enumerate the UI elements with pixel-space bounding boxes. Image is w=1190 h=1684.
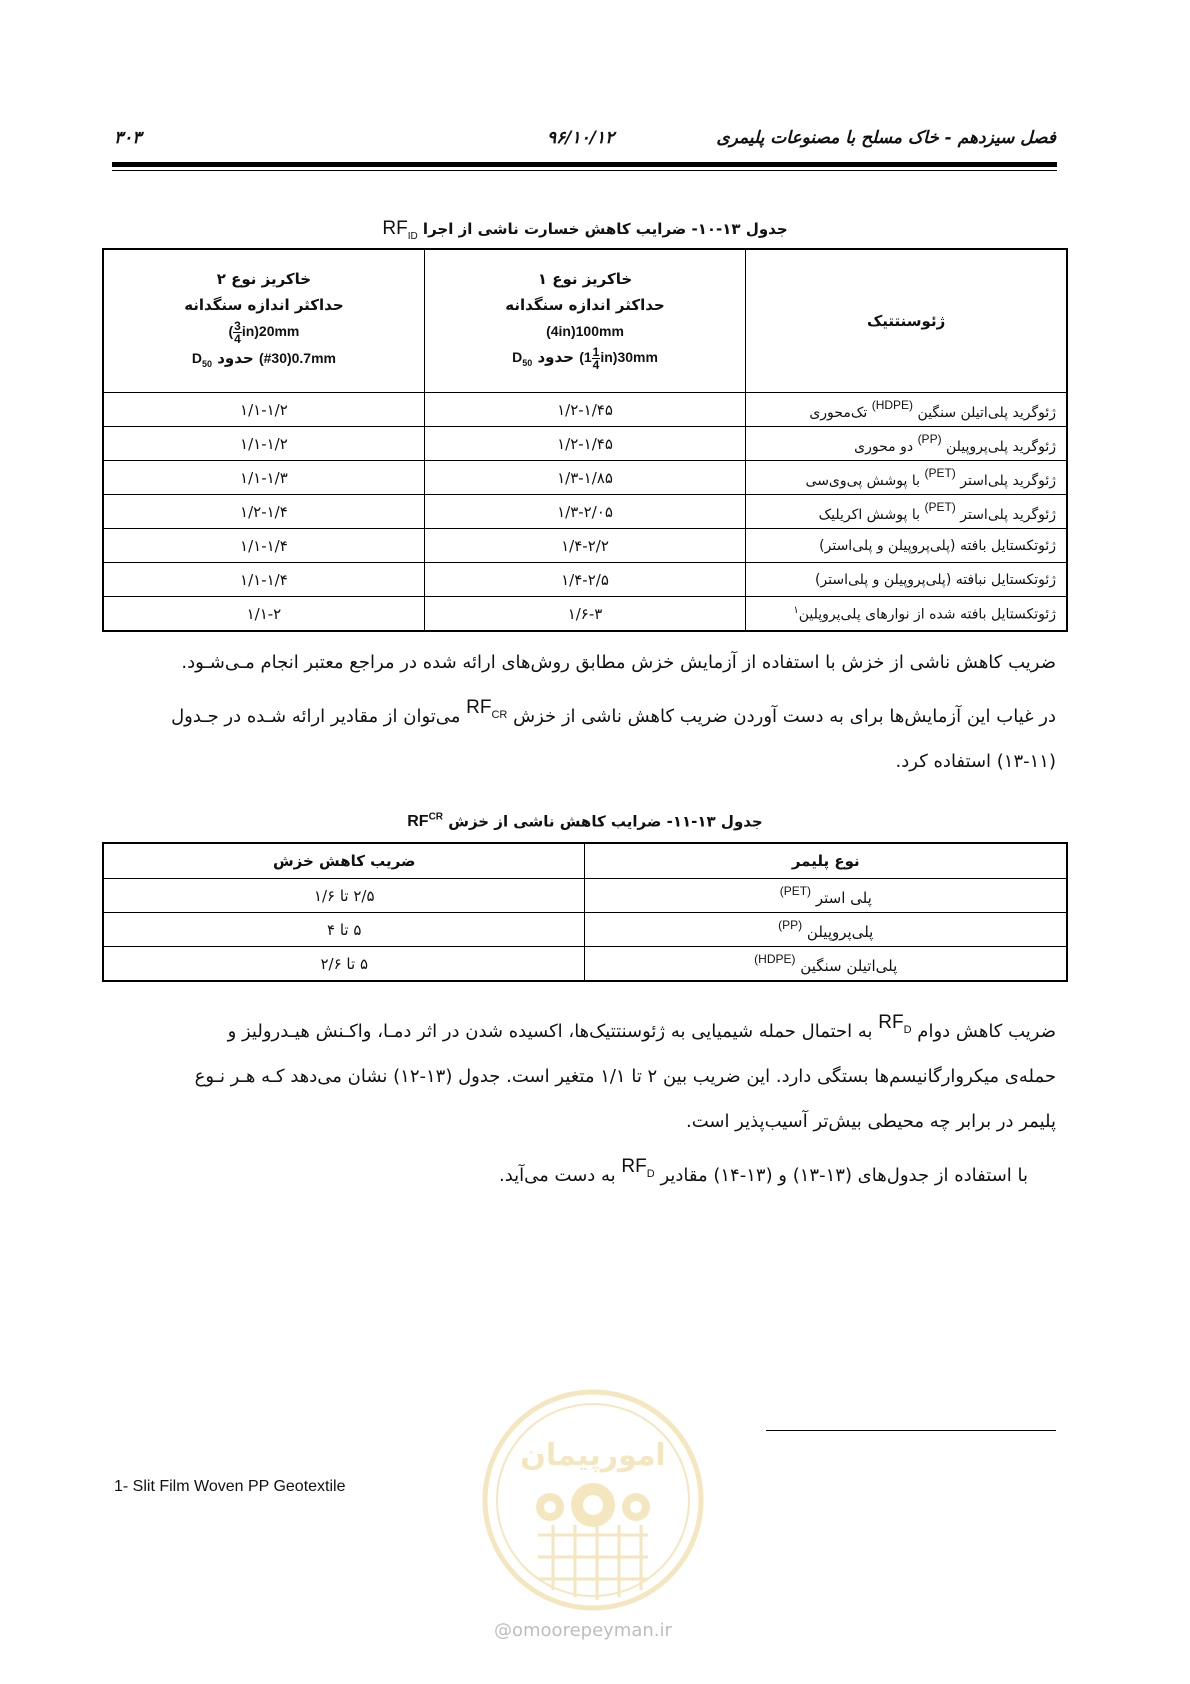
table1-row (103, 495, 1067, 529)
table1 (102, 248, 1068, 632)
table1-cell-type1: ۱/۲-۱/۴۵ (424, 427, 745, 461)
table1-cell-type1: ۱/۶-۳ (424, 597, 745, 632)
table2-cell-factor: ۵ تا ۲/۶ (103, 947, 585, 982)
table1-cell-type1: ۱/۳-۲/۰۵ (424, 495, 745, 529)
table1-header-row (103, 249, 1067, 393)
table1-header-type1: خاکریز نوع ۱ حداکثر اندازه سنگدانه (4in)100mm (1 $\frac{1}{4}$ in)30mm حدود $D_{50}$ (424, 249, 745, 393)
table1-row (103, 393, 1067, 427)
table1-cell-geosynthetic: ژئوگرید پلی‌استر (PET) با پوشش پی‌وی‌سی (746, 461, 1067, 495)
svg-text:امورپیمان: امورپیمان (520, 1438, 666, 1473)
table1-cell-geosynthetic: ژئوتکستایل بافته شده از نوارهای پلی‌پروپلین$^۱$ (746, 597, 1067, 632)
table2-header-row (103, 843, 1067, 879)
table2-cell-factor: ۵ تا ۴ (103, 913, 585, 947)
chapter-title: فصل سیزدهم - خاک مسلح با مصنوعات پلیمری (716, 128, 1056, 148)
table1-cell-geosynthetic: ژئوتکستایل نبافته (پلی‌پروپیلن و پلی‌استر) (746, 563, 1067, 597)
table2-header-polymer: نوع پلیمر (585, 843, 1067, 879)
table2-row (103, 879, 1067, 913)
header-rule-thick (112, 162, 1057, 167)
table1-row (103, 563, 1067, 597)
table1-cell-type2: ۱/۱-۱/۲ (103, 393, 424, 427)
table2-cell-factor: ۲/۵ تا ۱/۶ (103, 879, 585, 913)
paragraph-creep: ضریب کاهش ناشی از خزش با استفاده از آزمایش خزش مطابق روش‌های ارائه شده در مراجع معتبر انجام مـی‌شـود. در غیاب این آزمایش‌ها برای به دست آوردن ضریب کاهش ناشی از خزش $RF_{CR}$ می‌توان از مقادیر ارائه شـده در جـدول (۱۳-۱۱) استفاده کرد. (171, 652, 1056, 772)
table1-cell-type2: ۱/۱-۱/۴ (103, 529, 424, 563)
watermark-url: @omoorepeyman.ir (494, 1620, 672, 1641)
table2 (102, 842, 1068, 982)
table1-cell-geosynthetic: ژئوگرید پلی‌پروپیلن (PP) دو محوری (746, 427, 1067, 461)
watermark-logo-icon (478, 1385, 708, 1615)
table2-cell-polymer: پلی‌اتیلن سنگین $^{(HDPE)}$ (585, 947, 1067, 982)
table1-row (103, 597, 1067, 632)
table1-caption-text: جدول ۱۳-۱۰- ضرایب کاهش خسارت ناشی از اجرا (422, 220, 788, 238)
table1-header-geosynthetic: ژئوسنتتیک (746, 249, 1067, 393)
table1-cell-type2: ۱/۱-۲ (103, 597, 424, 632)
footnote: 1- Slit Film Woven PP Geotextile (114, 1478, 346, 1495)
footnote-ref: ۱ (793, 604, 799, 616)
table1-cell-geosynthetic: ژئوتکستایل بافته (پلی‌پروپیلن و پلی‌استر) (746, 529, 1067, 563)
table1-cell-type1: ۱/۴-۲/۵ (424, 563, 745, 597)
header-date: ۹۶/۱۰/۱۲ (547, 128, 615, 148)
table2-caption: جدول ۱۳-۱۱- ضرایب کاهش ناشی از خزش $RF^{CR}$ (407, 812, 763, 831)
table1-caption (102, 218, 1068, 242)
table2-cell-polymer: پلی‌پروپیلن $^{(PP)}$ (585, 913, 1067, 947)
header-rule-thin (112, 170, 1057, 171)
table2-header-factor: ضریب کاهش خزش (103, 843, 585, 879)
table1-row (103, 529, 1067, 563)
table1-cell-type2: ۱/۱-۱/۴ (103, 563, 424, 597)
table1-cell-type2: ۱/۱-۱/۲ (103, 427, 424, 461)
table1-cell-geosynthetic: ژئوگرید پلی‌اتیلن سنگین (HDPE) تک‌محوری (746, 393, 1067, 427)
table1-cell-type1: ۱/۳-۱/۸۵ (424, 461, 745, 495)
table1-header-type2: خاکریز نوع ۲ حداکثر اندازه سنگدانه ( $\frac{3}{4}$ in)20mm (#30)0.7mm حدود $D_{50}$ (103, 249, 424, 393)
table1-cell-type1: ۱/۴-۲/۲ (424, 529, 745, 563)
table2-cell-polymer: پلی استر $^{(PET)}$ (585, 879, 1067, 913)
table1-caption-symbol: $RF_{ID}$ (382, 218, 418, 242)
page-number: ۳۰۳ (114, 128, 142, 148)
table1-cell-type1: ۱/۲-۱/۴۵ (424, 393, 745, 427)
table1-row (103, 427, 1067, 461)
table2-row (103, 913, 1067, 947)
footnote-rule (766, 1430, 1056, 1431)
table2-row (103, 947, 1067, 982)
table1-cell-geosynthetic: ژئوگرید پلی‌استر (PET) با پوشش اکریلیک (746, 495, 1067, 529)
table1-row (103, 461, 1067, 495)
table1-cell-type2: ۱/۲-۱/۴ (103, 495, 424, 529)
paragraph-durability: ضریب کاهش دوام $RF_D$ به احتمال حمله شیمیایی به ژئوسنتتیک‌ها، اکسیده شدن در اثر دمـا، واکـنش هیـدرولیز و حمله‌ی میکروارگانیسم‌ها بستگی دارد. این ضریب بین ۲ تا ۱/۱ متغیر است. جدول (۱۳-۱۲) نشان می‌دهد کـه هـر نـوع پلیمر در برابر چه محیطی بیش‌تر آسیب‌پذیر است. با استفاده از جدول‌های (۱۳-۱۳) و (۱۳-۱۴) مقادیر $RF_D$ به دست می‌آید. (194, 1012, 1056, 1186)
table1-cell-type2: ۱/۱-۱/۳ (103, 461, 424, 495)
